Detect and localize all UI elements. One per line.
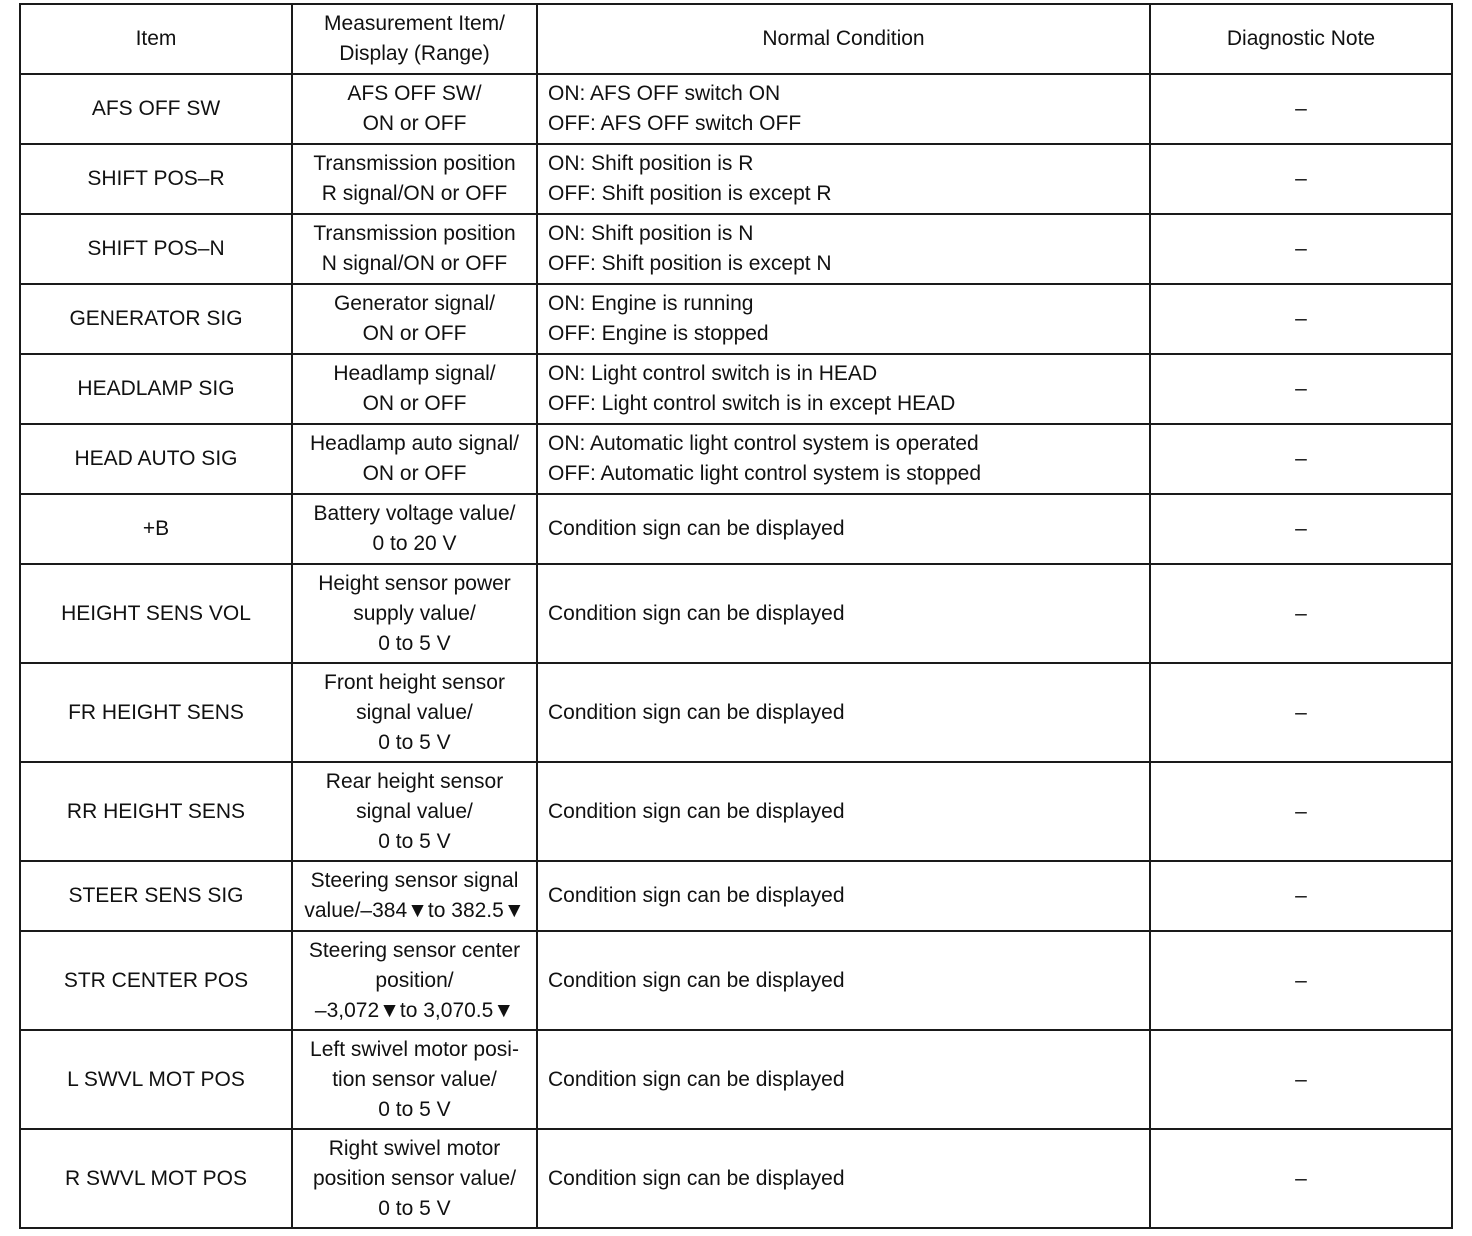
- measurement-cell: Headlamp signal/ ON or OFF: [292, 354, 537, 424]
- item-cell: STR CENTER POS: [20, 931, 292, 1030]
- condition-cell: Condition sign can be displayed: [537, 861, 1150, 931]
- measurement-cell: AFS OFF SW/ ON or OFF: [292, 74, 537, 144]
- note-cell: –: [1150, 214, 1452, 284]
- note-cell: –: [1150, 144, 1452, 214]
- note-cell: –: [1150, 74, 1452, 144]
- note-cell: –: [1150, 762, 1452, 861]
- note-cell: –: [1150, 1030, 1452, 1129]
- item-cell: GENERATOR SIG: [20, 284, 292, 354]
- item-cell: AFS OFF SW: [20, 74, 292, 144]
- item-cell: L SWVL MOT POS: [20, 1030, 292, 1129]
- item-cell: HEADLAMP SIG: [20, 354, 292, 424]
- measurement-cell: Transmission position N signal/ON or OFF: [292, 214, 537, 284]
- table-row: [20, 144, 1452, 214]
- measurement-cell: Rear height sensor signal value/ 0 to 5 V: [292, 762, 537, 861]
- table-row: [20, 494, 1452, 564]
- item-cell: FR HEIGHT SENS: [20, 663, 292, 762]
- table-row: [20, 1129, 1452, 1228]
- item-cell: HEAD AUTO SIG: [20, 424, 292, 494]
- measurement-cell: Height sensor power supply value/ 0 to 5 V: [292, 564, 537, 663]
- item-cell: HEIGHT SENS VOL: [20, 564, 292, 663]
- item-cell: RR HEIGHT SENS: [20, 762, 292, 861]
- measurement-cell: Front height sensor signal value/ 0 to 5 V: [292, 663, 537, 762]
- table-row: [20, 762, 1452, 861]
- note-cell: –: [1150, 354, 1452, 424]
- note-cell: –: [1150, 494, 1452, 564]
- table-row: [20, 284, 1452, 354]
- measurement-cell: Steering sensor center position/ –3,072▼to 3,070.5▼: [292, 931, 537, 1030]
- measurement-cell: Generator signal/ ON or OFF: [292, 284, 537, 354]
- condition-cell: Condition sign can be displayed: [537, 762, 1150, 861]
- note-cell: –: [1150, 1129, 1452, 1228]
- note-cell: –: [1150, 663, 1452, 762]
- measurement-cell: Left swivel motor posi- tion sensor value/ 0 to 5 V: [292, 1030, 537, 1129]
- measurement-cell: Transmission position R signal/ON or OFF: [292, 144, 537, 214]
- note-cell: –: [1150, 861, 1452, 931]
- condition-cell: ON: AFS OFF switch ON OFF: AFS OFF switch OFF: [537, 74, 1150, 144]
- condition-cell: ON: Engine is running OFF: Engine is stopped: [537, 284, 1150, 354]
- condition-cell: ON: Light control switch is in HEAD OFF: Light control switch is in except HEAD: [537, 354, 1150, 424]
- condition-cell: ON: Automatic light control system is operated OFF: Automatic light control system is stopped: [537, 424, 1150, 494]
- table-row: [20, 861, 1452, 931]
- note-cell: –: [1150, 931, 1452, 1030]
- table-row: [20, 663, 1452, 762]
- condition-cell: ON: Shift position is R OFF: Shift position is except R: [537, 144, 1150, 214]
- item-cell: SHIFT POS–R: [20, 144, 292, 214]
- measurement-cell: Headlamp auto signal/ ON or OFF: [292, 424, 537, 494]
- item-cell: SHIFT POS–N: [20, 214, 292, 284]
- condition-cell: Condition sign can be displayed: [537, 1129, 1150, 1228]
- condition-cell: Condition sign can be displayed: [537, 564, 1150, 663]
- measurement-cell: Battery voltage value/ 0 to 20 V: [292, 494, 537, 564]
- header-diagnostic-note: Diagnostic Note: [1150, 4, 1452, 74]
- table-row: [20, 214, 1452, 284]
- condition-cell: Condition sign can be displayed: [537, 494, 1150, 564]
- table-row: [20, 931, 1452, 1030]
- note-cell: –: [1150, 564, 1452, 663]
- header-normal-condition: Normal Condition: [537, 4, 1150, 74]
- condition-cell: Condition sign can be displayed: [537, 663, 1150, 762]
- measurement-cell: Right swivel motor position sensor value/ 0 to 5 V: [292, 1129, 537, 1228]
- item-cell: STEER SENS SIG: [20, 861, 292, 931]
- table-row: [20, 74, 1452, 144]
- data-list-table: [19, 3, 1453, 1229]
- condition-cell: Condition sign can be displayed: [537, 931, 1150, 1030]
- table-row: [20, 1030, 1452, 1129]
- note-cell: –: [1150, 424, 1452, 494]
- measurement-cell: Steering sensor signal value/–384▼to 382.5▼: [292, 861, 537, 931]
- condition-cell: Condition sign can be displayed: [537, 1030, 1150, 1129]
- header-measurement: Measurement Item/ Display (Range): [292, 4, 537, 74]
- table-row: [20, 424, 1452, 494]
- table-row: [20, 354, 1452, 424]
- note-cell: –: [1150, 284, 1452, 354]
- table-row: [20, 564, 1452, 663]
- table-header-row: [20, 4, 1452, 74]
- condition-cell: ON: Shift position is N OFF: Shift position is except N: [537, 214, 1150, 284]
- item-cell: +B: [20, 494, 292, 564]
- header-item: Item: [20, 4, 292, 74]
- item-cell: R SWVL MOT POS: [20, 1129, 292, 1228]
- data-table-container: [19, 3, 1451, 1229]
